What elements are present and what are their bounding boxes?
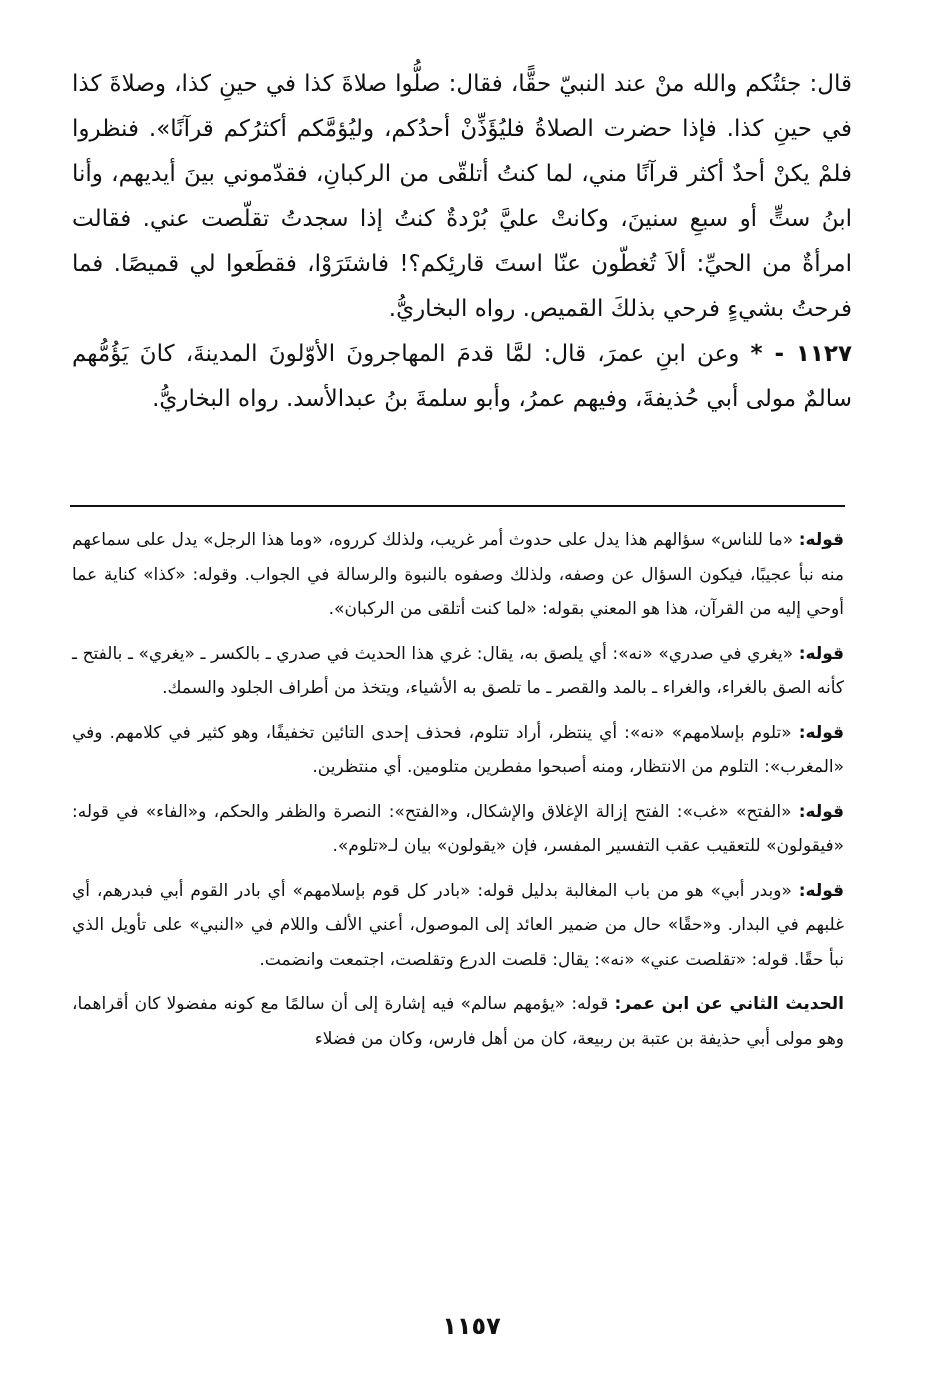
hadith-body: وعن ابنِ عمرَ، قال: لمَّا قدمَ المهاجرونَ الأوّلونَ المدينةَ، كانَ يَؤُمُّهم سالمٌ مولى أبي حُذيفةَ، وفيهم عمرُ، وأبو سلمةَ بنُ عبدالأسد. رواه البخاريُّ. [72,341,852,412]
note-lead: قوله: [798,643,844,664]
hadith-text [72,62,852,422]
page-number: ١١٥٧ [442,1312,501,1340]
commentary-note [72,637,844,706]
note-lead: قوله: [798,880,844,901]
note-lead: قوله: [798,530,845,550]
commentary-note [72,523,844,627]
footnote-divider [70,505,845,507]
note-text: «يغري في صدري» «نه»: أي يلصق به، يقال: غري هذا الحديث في صدري ـ بالكسر ـ «يغري» ـ بالفتح ـ كأنه الصق بالغراء، والغراء ـ بالمد والقصر ـ ما تلصق به الأشياء، ويتخذ من أطراف الجلود والسمك. [72,643,844,698]
hadith-paragraph [72,332,852,422]
note-text: «تلوم بإسلامهم» «نه»: أي ينتظر، أراد تتلوم، فحذف إحدى التائين تخفيفًا، وهو كثير في كلامهم. وفي «المغرب»: التلوم من الانتظار، ومنه أصبحوا مفطرين متلومين. أي منتظرين. [72,722,844,777]
hadith-number: ١١٢٧ - * [750,341,853,367]
commentary-note [72,716,844,785]
note-lead: قوله: [798,722,845,743]
commentary-note [72,987,844,1056]
note-lead: الحديث الثاني عن ابن عمر: [614,994,844,1014]
note-text: «الفتح» «غب»: الفتح إزالة الإغلاق والإشكال، و«الفتح»: النصرة والظفر والحكم، و«الفاء» في قوله: «فيقولون» للتعقيب عقب التفسير المفسر، فإن «يقولون» بيان لـ«تلوم». [72,801,844,856]
main-text-block [72,62,852,422]
commentary-note [72,795,844,864]
commentary-note [72,874,844,978]
commentary-notes [72,523,844,1066]
note-text: قوله: «يؤمهم سالم» فيه إشارة إلى أن سالمًا مع كونه مفضولا كان أقراهما، وهو مولى أبي حذيفة بن عتبة بن ربيعة، كان من أهل فارس، وكان من فضلاء [72,994,844,1049]
note-lead: قوله: [798,801,844,822]
note-text: «وبدر أبي» هو من باب المغالبة بدليل قوله: «بادر كل قوم بإسلامهم» أي بادر القوم أبي فبدرهم، أي غلبهم في البدار. و«حقًا» حال من ضمير العائد إلى الموصول، أعني الألف واللام في «النبي» على تأويل الذي نبأ حقًا. قوله: «تقلصت عني» «نه»: يقال: قلصت الدرع وتقلصت، اجتمعت وانضمت. [72,880,844,970]
hadith-paragraph: قال: جئتُكم والله منْ عند النبيّ حقًّا، فقال: صلُّوا صلاةَ كذا في حينِ كذا، وصلاةَ كذا في حينِ كذا. فإذا حضرت الصلاةُ فليُؤَذِّنْ أحدُكم، وليُؤمَّكم أكثرُكم قرآنًا». فنظروا فلمْ يكنْ أحدٌ أكثر قرآنًا مني، لما كنتُ أتلقّى من الركبانِ، فقدّموني بينَ أيديهم، وأنا ابنُ ستٍّ أو سبعِ سنينَ، وكانتْ عليَّ بُرْدةٌ كنتُ إذا سجدتُ تقلّصت عني. فقالت امرأةٌ من الحيِّ: ألاَ تُغطّون عنّا استَ قارئِكم؟! فاشتَرَوْا، فقطَعوا لي قميصًا. فما فرحتُ بشيءٍ فرحي بذلكَ القميص. رواه البخاريُّ. [72,71,852,322]
note-text: «ما للناس» سؤالهم هذا يدل على حدوث أمر غريب، ولذلك كرروه، «وما هذا الرجل» يدل على سماعهم منه نبأ عجيبًا، فيكون السؤال عن وصفه، ولذلك وصفوه بالنبوة والرسالة في الجواب. وقوله: «كذا» كناية عما أوحي إليه من القرآن، هذا هو المعني بقوله: «لما كنت أتلقى من الركبان». [72,530,844,619]
